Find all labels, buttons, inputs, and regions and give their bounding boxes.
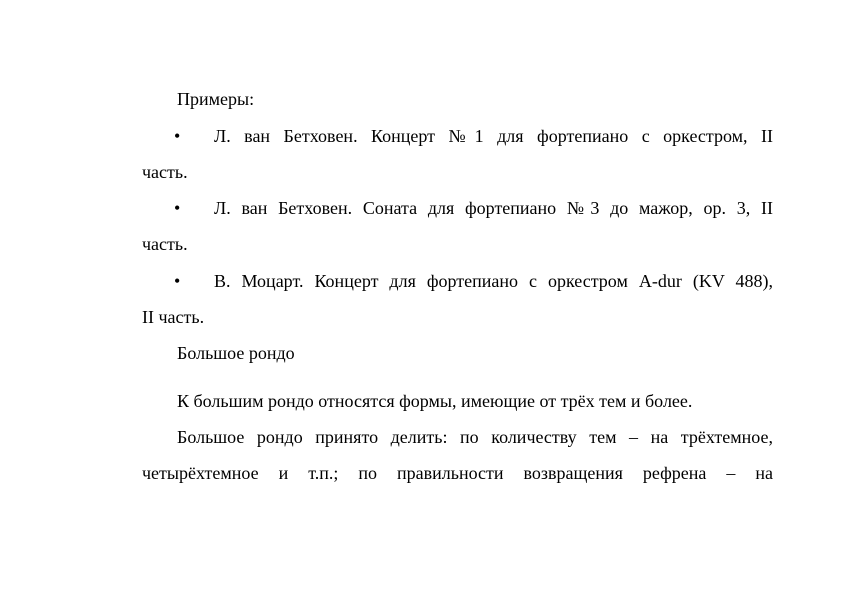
bullet-icon: • <box>174 198 181 218</box>
examples-label: Примеры: <box>177 89 255 109</box>
bullet-icon: • <box>174 271 181 291</box>
example-2-line-1: Л. ван Бетховен. Соната для фортепиано №3 до мажор, ор. 3, II <box>214 198 773 218</box>
example-3-line-2: II часть. <box>142 307 205 327</box>
paragraph-1: К большим рондо относятся формы, имеющие от трёх тем и более. <box>177 391 693 411</box>
example-1-line-1: Л. ван Бетховен. Концерт №1 для фортепиано с оркестром, II <box>214 126 773 146</box>
paragraph-2-line-2: четырёхтемное и т.п.; по правильности возвращения рефрена – на <box>142 463 773 483</box>
example-3-line-1: В. Моцарт. Концерт для фортепиано с оркестром A-dur (KV 488), <box>214 271 773 291</box>
example-2-line-2: часть. <box>142 234 188 254</box>
example-1-line-2: часть. <box>142 162 188 182</box>
section-heading: Большое рондо <box>177 343 295 363</box>
paragraph-2-line-1: Большое рондо принято делить: по количеству тем – на трёхтемное, <box>177 427 773 447</box>
bullet-icon: • <box>174 126 181 146</box>
